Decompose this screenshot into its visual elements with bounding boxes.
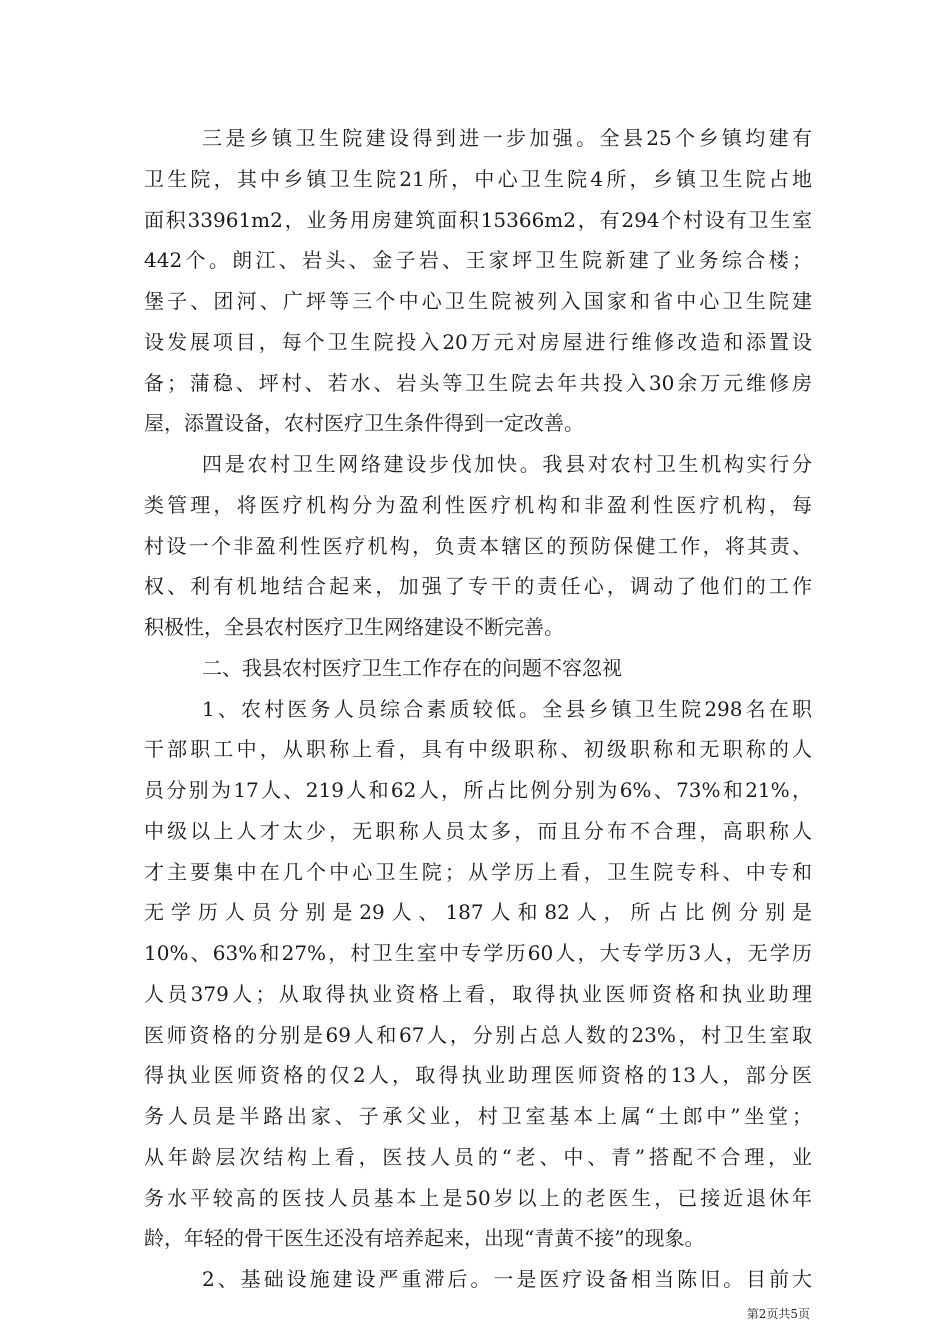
paragraph-line: 屋，添置设备，农村医疗卫生条件得到一定改善。 [144,411,584,436]
paragraph-line: 务人员是半路出家、子承父业，村卫室基本上属“土郎中”坐堂； [144,1104,812,1128]
paragraph-line: 务水平较高的医技人员基本上是50岁以上的老医生，已接近退休年 [144,1185,812,1210]
paragraph-line: 卫生院，其中乡镇卫生院21所，中心卫生院4所，乡镇卫生院占地 [144,166,812,191]
paragraph-line: 积极性，全县农村医疗卫生网络建设不断完善。 [144,615,564,639]
paragraph-line: 干部职工中，从职称上看，具有中级职称、初级职称和无职称的人 [144,737,812,762]
paragraph-line: 村设一个非盈利性医疗机构，负责本辖区的预防保健工作，将其责、 [144,533,812,558]
paragraph-line: 中级以上人才太少，无职称人员太多，而且分布不合理，高职称人 [144,818,812,843]
paragraph-line: 三是乡镇卫生院建设得到进一步加强。全县25个乡镇均建有 [202,126,812,150]
paragraph-line: 得执业医师资格的仅2人，取得执业助理医师资格的13人，部分医 [144,1063,812,1088]
paragraph-line: 才主要集中在几个中心卫生院；从学历上看，卫生院专科、中专和 [144,859,812,884]
paragraph-line: 堡子、团河、广坪等三个中心卫生院被列入国家和省中心卫生院建 [144,289,812,313]
paragraph-line: 从年龄层次结构上看，医技人员的“老、中、青”搭配不合理，业 [144,1144,812,1169]
paragraph-line: 无学历人员分别是29人、187人和82人，所占比例分别是 [144,900,812,925]
paragraph-line: 备；蒲稳、坪村、若水、岩头等卫生院去年共投入30余万元维修房 [144,370,812,395]
paragraph-line: 权、利有机地结合起来，加强了专干的责任心，调动了他们的工作 [144,574,812,599]
paragraph-line: 设发展项目，每个卫生院投入20万元对房屋进行维修改造和添置设 [144,329,812,354]
section-heading: 二、我县农村医疗卫生工作存在的问题不容忽视 [202,655,622,680]
paragraph-line: 四是农村卫生网络建设步伐加快。我县对农村卫生机构实行分 [202,452,812,476]
paragraph-line: 医师资格的分别是69人和67人，分别占总人数的23%，村卫生室取 [144,1022,812,1047]
document-body [144,118,812,1300]
paragraph-line: 人员379人；从取得执业资格上看，取得执业医师资格和执业助理 [144,981,812,1006]
paragraph-line: 442个。朗江、岩头、金子岩、王家坪卫生院新建了业务综合楼； [144,248,812,273]
paragraph-line: 面积33961m2，业务用房建筑面积15366m2，有294个村设有卫生室 [144,207,812,232]
paragraph-line: 员分别为17人、219人和62人，所占比例分别为6%、73%和21%， [144,778,812,802]
paragraph-line: 1、农村医务人员综合素质较低。全县乡镇卫生院298名在职 [202,696,812,721]
paragraph-line: 龄，年轻的骨干医生还没有培养起来，出现“青黄不接”的现象。 [144,1226,705,1251]
paragraph-line: 2、基础设施建设严重滞后。一是医疗设备相当陈旧。目前大 [202,1267,812,1291]
page-number: 第2页共5页 [746,1307,810,1321]
paragraph-line: 类管理，将医疗机构分为盈利性医疗机构和非盈利性医疗机构，每 [144,492,812,517]
paragraph-line: 10%、63%和27%，村卫生室中专学历60人，大专学历3人，无学历 [144,941,812,965]
